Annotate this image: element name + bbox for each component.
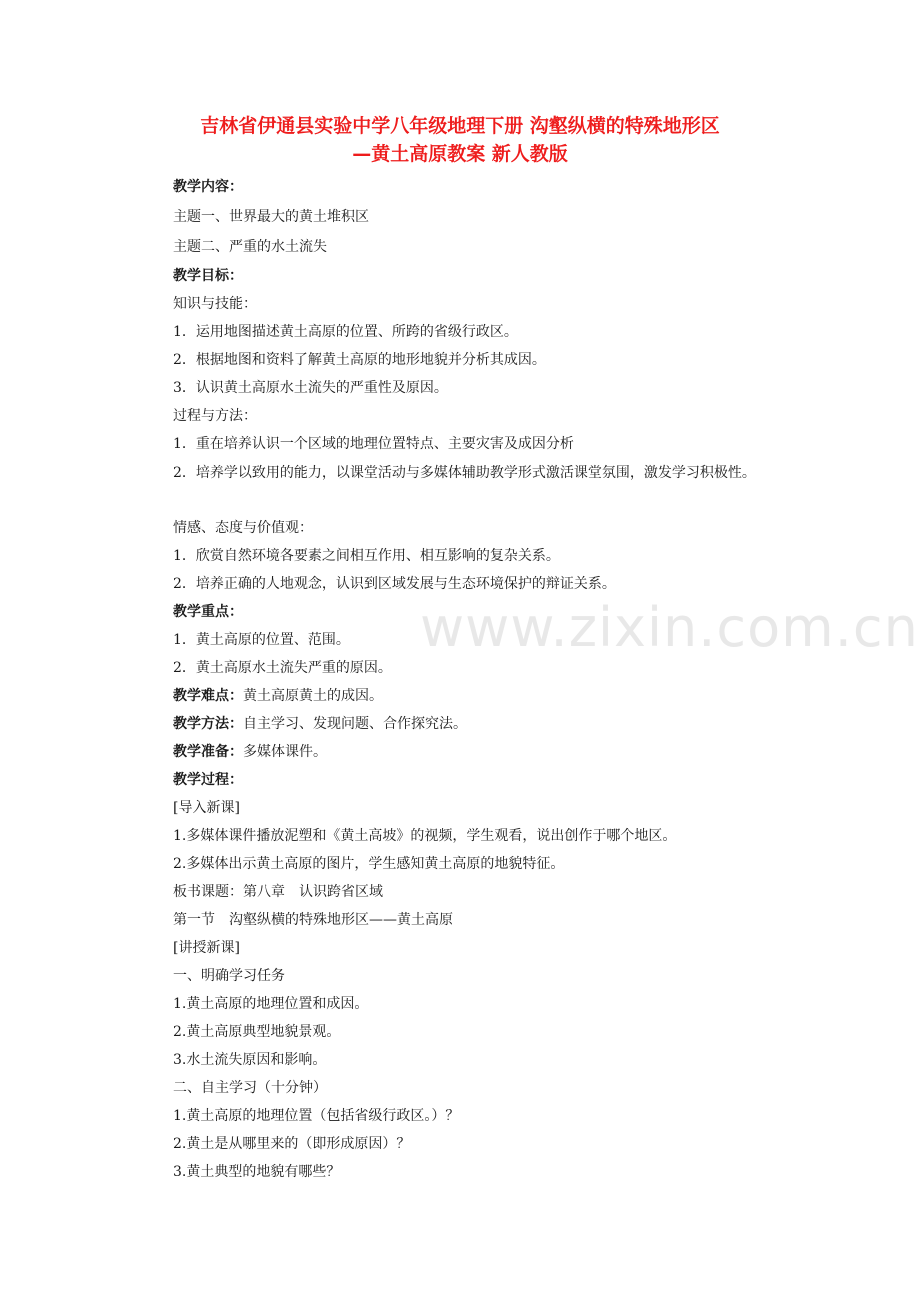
task-item-1: 1.黄土高原的地理位置和成因。 [173, 996, 369, 1012]
goals-heading: 教学目标： [173, 268, 243, 284]
content-heading: 教学内容： [173, 179, 243, 195]
intro-heading: [导入新课] [173, 800, 240, 816]
self-study-heading: 二、自主学习（十分钟） [173, 1080, 327, 1096]
emotion-heading: 情感、态度与价值观： [173, 520, 313, 536]
key-heading: 教学重点： [173, 604, 243, 620]
intro-item-2: 2.多媒体出示黄土高原的图片，学生感知黄土高原的地貌特征。 [173, 856, 565, 872]
knowledge-item-3: 3．认识黄土高原水土流失的严重性及原因。 [173, 380, 448, 396]
method-value: 自主学习、发现问题、合作探究法。 [243, 716, 467, 732]
method-line [173, 714, 467, 734]
watermark: www.zixin.com.cn [420, 596, 919, 659]
emotion-item-1: 1．欣赏自然环境各要素之间相互作用、相互影响的复杂关系。 [173, 548, 560, 564]
prep-label: 教学准备： [173, 744, 243, 760]
process-item-2: 2．培养学以致用的能力，以课堂活动与多媒体辅助教学形式激活课堂氛围，激发学习积极性。 [173, 465, 756, 481]
knowledge-item-2: 2．根据地图和资料了解黄土高原的地形地貌并分析其成因。 [173, 352, 546, 368]
prep-value: 多媒体课件。 [243, 744, 327, 760]
document-title [140, 112, 780, 168]
title-line-2: —黄土高原教案 新人教版 [352, 143, 568, 165]
self-study-item-2: 2.黄土是从哪里来的（即形成原因）？ [173, 1136, 411, 1152]
topic-2: 主题二、严重的水土流失 [173, 239, 327, 255]
board-title-1: 板书课题：第八章 认识跨省区域 [173, 884, 383, 900]
difficulty-label: 教学难点： [173, 688, 243, 704]
board-title-2: 第一节 沟壑纵横的特殊地形区——黄土高原 [173, 912, 453, 928]
procedure-heading: 教学过程： [173, 772, 243, 788]
teach-heading: [讲授新课] [173, 940, 240, 956]
intro-item-1: 1.多媒体课件播放泥塑和《黄土高坡》的视频，学生观看，说出创作于哪个地区。 [173, 828, 677, 844]
task-heading: 一、明确学习任务 [173, 968, 285, 984]
knowledge-heading: 知识与技能： [173, 296, 257, 312]
task-item-3: 3.水土流失原因和影响。 [173, 1052, 327, 1068]
process-heading: 过程与方法： [173, 408, 257, 424]
topic-1: 主题一、世界最大的黄土堆积区 [173, 209, 369, 225]
process-item-1: 1．重在培养认识一个区域的地理位置特点、主要灾害及成因分析 [173, 436, 574, 452]
key-item-2: 2．黄土高原水土流失严重的原因。 [173, 660, 392, 676]
method-label: 教学方法： [173, 716, 243, 732]
knowledge-item-1: 1．运用地图描述黄土高原的位置、所跨的省级行政区。 [173, 324, 518, 340]
self-study-item-3: 3.黄土典型的地貌有哪些？ [173, 1164, 341, 1180]
difficulty-line [173, 686, 383, 706]
key-item-1: 1．黄土高原的位置、范围。 [173, 632, 350, 648]
task-item-2: 2.黄土高原典型地貌景观。 [173, 1024, 341, 1040]
difficulty-value: 黄土高原黄土的成因。 [243, 688, 383, 704]
self-study-item-1: 1.黄土高原的地理位置（包括省级行政区。）？ [173, 1108, 460, 1124]
prep-line [173, 742, 327, 762]
emotion-item-2: 2．培养正确的人地观念，认识到区域发展与生态环境保护的辩证关系。 [173, 576, 616, 592]
title-line-1: 吉林省伊通县实验中学八年级地理下册 沟壑纵横的特殊地形区 [200, 115, 720, 137]
